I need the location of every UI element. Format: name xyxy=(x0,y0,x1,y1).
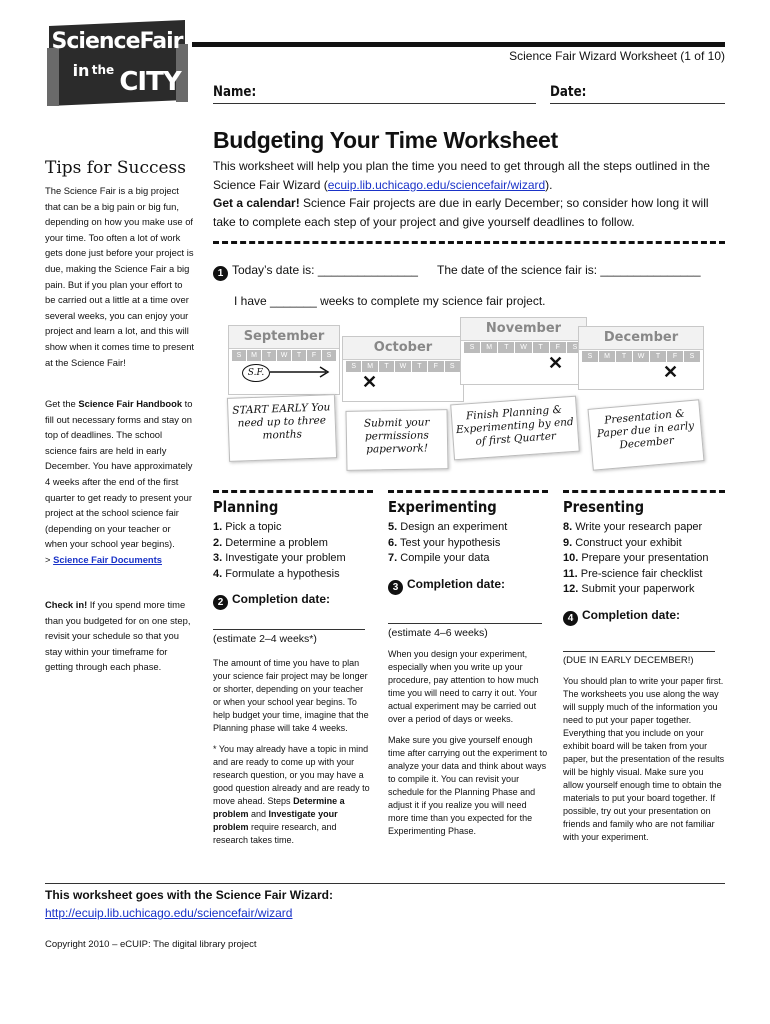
logo-city: CITY xyxy=(119,67,181,97)
experimenting-column xyxy=(388,498,548,838)
section-divider xyxy=(213,241,725,244)
logo-graphic xyxy=(45,18,190,108)
step1-number: 1 xyxy=(213,266,228,281)
presenting-estimate: (DUE IN EARLY DECEMBER!) xyxy=(563,654,694,666)
date-label: Date: xyxy=(550,84,587,100)
sidebar-title: Tips for Success xyxy=(45,158,186,178)
worksheet-page-label: Science Fair Wizard Worksheet (1 of 10) xyxy=(509,49,725,63)
month-label: November xyxy=(461,318,586,341)
note-presentation: Presentation & Paper due in early December xyxy=(588,399,705,471)
fair-date-field[interactable]: The date of the science fair is: _______________ xyxy=(437,263,701,277)
intro-paragraph: This worksheet will help you plan the time you need to get through all the steps outlined in the Science Fair Wizard (ecuip.lib.uchicago.edu/sciencefair/wizard). xyxy=(213,159,710,192)
step-item: 3. Investigate your problem xyxy=(213,552,346,564)
step-item: 4. Formulate a hypothesis xyxy=(213,567,340,580)
weekday-row: S M T W T F S xyxy=(461,341,586,354)
experimenting-heading: Experimenting xyxy=(388,498,497,516)
step-item: 12. Submit your paperwork xyxy=(563,583,695,595)
experimenting-estimate: (estimate 4–6 weeks) xyxy=(388,626,488,639)
step-item: 1. Pick a topic xyxy=(213,521,282,533)
footer-rule xyxy=(45,883,725,884)
step-item: 2. Determine a problem xyxy=(213,536,328,549)
logo-line1: ScienceFair xyxy=(51,29,183,54)
calendar-october xyxy=(342,336,464,402)
copyright: Copyright 2010 – eCUIP: The digital library project xyxy=(45,939,257,950)
experimenting-para-2: Make sure you give yourself enough time after carrying out the experiment to analyze your data and think about ways to compile it. You can revisit your schedule for the Planning Phase and adjust it if you realize you will need more time than you expected for the Experimenting Phase. xyxy=(388,734,548,836)
presenting-rule xyxy=(563,490,725,493)
footer-title: This worksheet goes with the Science Fair Wizard: xyxy=(45,888,333,902)
name-label: Name: xyxy=(213,84,257,100)
arrow-icon xyxy=(270,366,332,378)
month-label: October xyxy=(343,337,463,360)
sidebar-paragraph-3: Check in! If you spend more time than you budgeted for on one step, revisit your schedule so that you stay within your timeframe for getting through each phase. xyxy=(45,599,191,673)
name-field[interactable] xyxy=(213,103,536,104)
wizard-link[interactable]: ecuip.lib.uchicago.edu/sciencefair/wizard xyxy=(327,177,546,192)
header-rule xyxy=(192,42,725,47)
presenting-completion: 4 Completion date: xyxy=(563,608,725,626)
step-item: 6. Test your hypothesis xyxy=(388,536,501,549)
planning-column xyxy=(213,498,373,847)
experimenting-completion: 3 Completion date: xyxy=(388,577,548,595)
sidebar-paragraph-2: Get the Science Fair Handbook to fill out necessary forms and stay on top of deadlines. The school science fairs are held in early December. You have approximately 4 weeks after the end of the first quarter to get ready to present your project at the school science fair (depending on your teacher or when your school year begins). > Science Fair Documents xyxy=(45,398,193,565)
planning-para-2: * You may already have a topic in mind and are ready to come up with your research question, or you may have a good question already and are ready to move ahead. Steps Determine a problem and Investigate your problem require research, and research takes time. xyxy=(213,744,370,845)
sf-mark: S.F. xyxy=(242,364,270,382)
page-title: Budgeting Your Time Worksheet xyxy=(213,127,558,153)
presenting-heading: Presenting xyxy=(563,498,645,516)
x-mark-november: ✕ xyxy=(548,353,564,373)
x-mark-december: ✕ xyxy=(663,362,679,382)
note-start-early: START EARLY You need up to three months xyxy=(227,394,337,462)
weekday-row: S M T W T F S xyxy=(579,350,703,363)
step1-row xyxy=(213,261,418,281)
footer-wizard-link[interactable]: http://ecuip.lib.uchicago.edu/sciencefair/wizard xyxy=(45,906,293,920)
planning-completion: 2 Completion date: xyxy=(213,592,373,610)
weekday-row: S M T W T F S xyxy=(229,349,339,362)
planning-rule xyxy=(213,490,373,493)
calendar-november xyxy=(460,317,587,385)
planning-heading: Planning xyxy=(213,498,279,516)
todays-date-field[interactable]: Today’s date is: _______________ xyxy=(232,263,418,277)
sidebar-paragraph-1: The Science Fair is a big project that can be a big pain or big fun, depending on how you make use of your time. Too often a lot of work gets done just before your project is due, making the Science Fair a big pain. But if you plan your effort to be carried out a little at a time over several weeks, you can enjoy your project and learn a lot, and this will show when it comes time to present at the Science Fair! xyxy=(45,185,195,368)
step-item: 10. Prepare your presentation xyxy=(563,552,709,564)
step-item: 9. Construct your exhibit xyxy=(563,536,682,549)
science-fair-documents-link[interactable]: Science Fair Documents xyxy=(53,553,162,565)
note-permissions: Submit your permissions paperwork! xyxy=(345,409,448,471)
experimenting-date-field[interactable] xyxy=(388,623,542,624)
logo-the: the xyxy=(91,63,115,77)
science-fair-logo xyxy=(45,18,190,108)
calendar-september xyxy=(228,325,340,395)
presenting-column xyxy=(563,498,725,844)
step-item: 5. Design an experiment xyxy=(388,521,508,533)
presenting-date-field[interactable] xyxy=(563,651,715,652)
experimenting-para-1: When you design your experiment, especially when you write up your procedure, pay attention to how much time you will need to carry it out. Your actual experiment may be carried out over a period of days or weeks. xyxy=(388,648,539,724)
date-field[interactable] xyxy=(550,103,725,104)
presenting-para-1: You should plan to write your paper first. The worksheets you use along the way will supply much of the information you need to put your paper together. Everything that you include on your exhibit board will be taken from your paper, but the presentation of the results will be highly visual. Make sure you allow yourself enough time to obtain the materials to put your board together. If possible, try out your presentation on friends and family who are not familiar with your experiment. xyxy=(563,675,725,842)
planning-estimate: (estimate 2–4 weeks*) xyxy=(213,633,317,645)
calendar-december xyxy=(578,326,704,390)
planning-para-1: The amount of time you have to plan your science fair project may be longer or shorter, depending on your teacher or when your school year begins. To help budget your time, imagine that the Planning phase will take 4 weeks. xyxy=(213,658,369,733)
month-label: December xyxy=(579,327,703,350)
calendar-paragraph: Get a calendar! Science Fair projects are due in early December; so consider how long it will take to complete each step of your project and give yourself deadlines to follow. xyxy=(213,196,709,229)
weekday-row: S M T W T F S xyxy=(343,360,463,373)
x-mark-october: ✕ xyxy=(362,372,378,392)
note-finish-planning: Finish Planning & Experimenting by end of first Quarter xyxy=(450,396,580,461)
step-item: 11. Pre-science fair checklist xyxy=(563,567,703,580)
planning-date-field[interactable] xyxy=(213,629,365,630)
logo-in: in xyxy=(72,61,90,80)
month-label: September xyxy=(229,326,339,349)
experimenting-rule xyxy=(388,490,548,493)
step-item: 8. Write your research paper xyxy=(563,521,703,533)
weeks-field[interactable]: I have _______ weeks to complete my science fair project. xyxy=(234,294,546,308)
step-item: 7. Compile your data xyxy=(388,552,490,564)
